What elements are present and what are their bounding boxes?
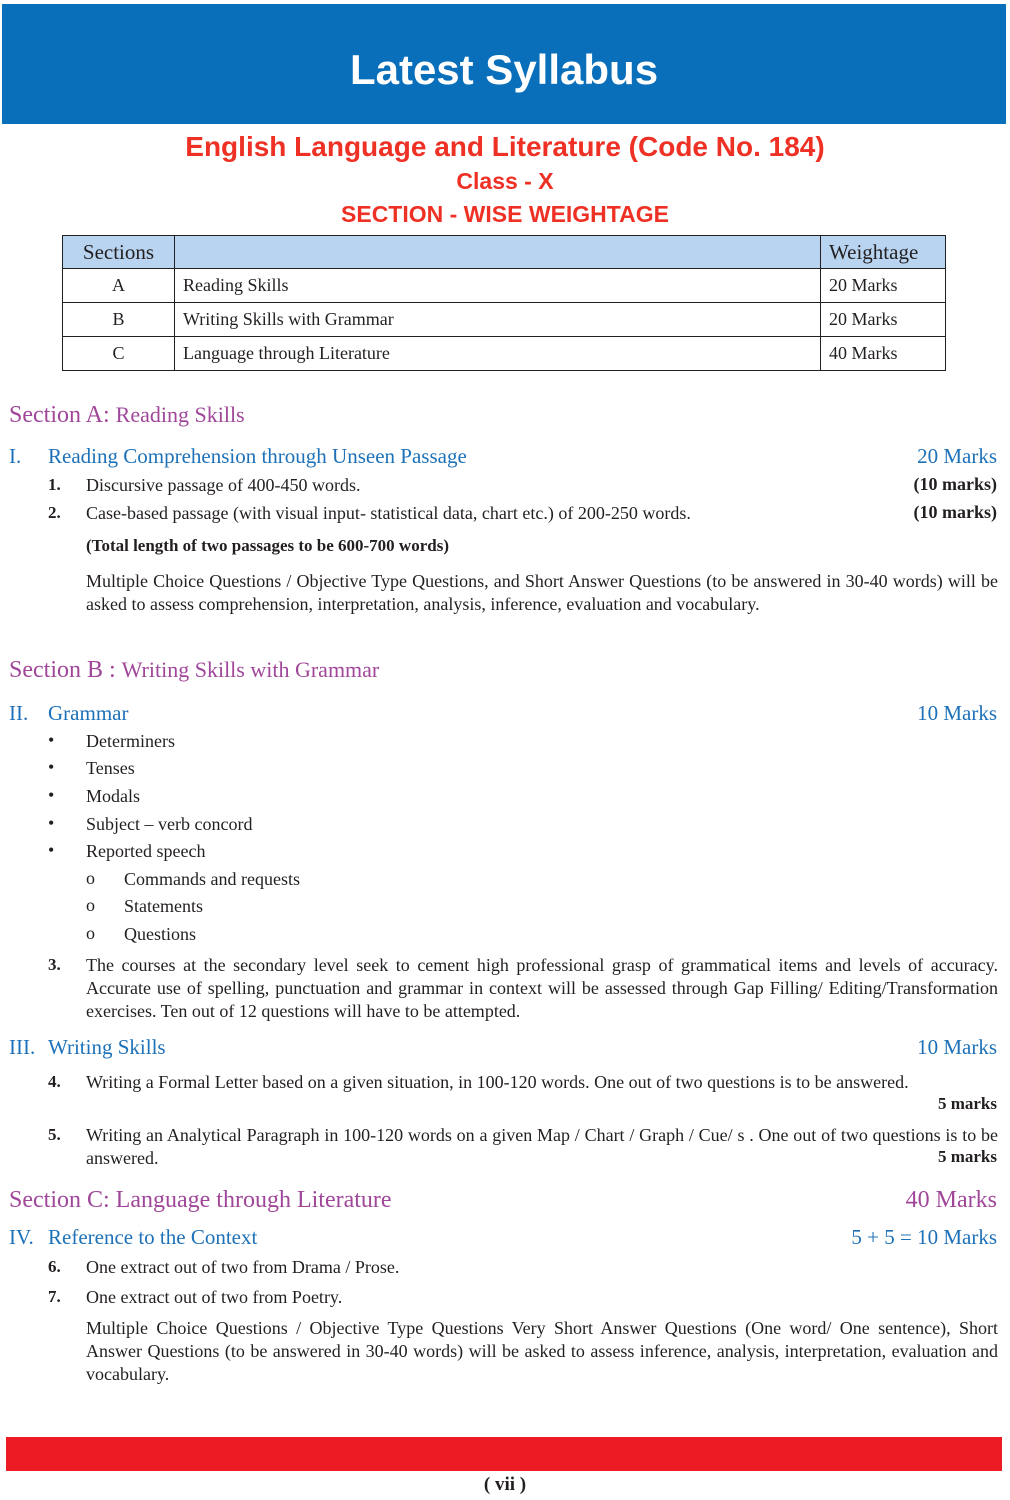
item-marks: 5 + 5 = 10 Marks	[851, 1225, 997, 1249]
bullet-icon: •	[48, 730, 55, 750]
section-b-label: Section B :	[9, 657, 116, 683]
item-title: Grammar	[48, 701, 129, 725]
subject-title: English Language and Literature (Code No. 184)	[185, 131, 825, 162]
point-text: Writing a Formal Letter based on a given situation, in 100-120 words. One out of two questions is to be answered.	[86, 1072, 909, 1092]
sub-list-item: Questions	[124, 924, 196, 944]
weightage-table	[62, 235, 946, 371]
point-text: Case-based passage (with visual input- statistical data, chart etc.) of 200-250 words.	[86, 503, 691, 523]
point-number: 3.	[48, 955, 61, 974]
sub-bullet-marker: o	[86, 895, 95, 915]
section-c-heading: Section C: Language through Literature	[9, 1187, 392, 1213]
table-header-cell: Sections	[63, 236, 175, 269]
table-cell: 20 Marks	[821, 269, 946, 303]
table-cell: 40 Marks	[821, 337, 946, 371]
item-number: II.	[9, 701, 29, 725]
sub-bullet-marker: o	[86, 868, 95, 888]
section-b-name: Writing Skills with Grammar	[121, 657, 380, 682]
point-marks: (10 marks)	[913, 502, 997, 522]
list-item: Tenses	[86, 758, 135, 778]
item-marks: 20 Marks	[917, 444, 997, 468]
point-text: Discursive passage of 400-450 words.	[86, 475, 361, 495]
list-item: Modals	[86, 786, 140, 806]
point-text: Writing an Analytical Paragraph in 100-120 words on a given Map / Chart / Graph / Cue/ s . One out of two questions is to be answered.	[86, 1125, 998, 1168]
point-marks: (10 marks)	[913, 474, 997, 494]
table-cell: Reading Skills	[175, 269, 821, 303]
passage-note: (Total length of two passages to be 600-700 words)	[86, 536, 449, 555]
item-number: I.	[9, 444, 22, 468]
point-number: 1.	[48, 475, 61, 494]
point-number: 4.	[48, 1072, 61, 1091]
list-item: Reported speech	[86, 841, 206, 861]
section-a-heading	[9, 402, 245, 429]
section-b-heading	[9, 657, 379, 684]
point-number: 5.	[48, 1125, 61, 1144]
sub-bullet-marker: o	[86, 923, 95, 943]
point-number: 6.	[48, 1257, 61, 1276]
point-number: 2.	[48, 503, 61, 522]
point-number: 7.	[48, 1287, 61, 1306]
class-label: Class - X	[456, 168, 554, 194]
section-a-description: Multiple Choice Questions / Objective Type Questions, and Short Answer Questions (to be answered in 30-40 words) will be asked to assess comprehension, interpretation, analysis, inference, evaluation and vocabulary.	[86, 571, 998, 614]
bullet-icon: •	[48, 757, 55, 777]
section-a-name: Reading Skills	[115, 402, 245, 427]
section-c-marks: 40 Marks	[905, 1187, 997, 1213]
point-text: The courses at the secondary level seek to cement high professional grasp of grammatical items and levels of accuracy. Accurate use of spelling, punctuation and grammar in context will be assessed through Gap Filling/ Editing/Transformation exercises. Ten out of 12 questions will have to be attempted.	[86, 955, 998, 1021]
item-number: III.	[9, 1035, 36, 1059]
table-header-row	[63, 236, 946, 269]
page-number: ( vii )	[483, 1474, 527, 1495]
item-title: Reading Comprehension through Unseen Passage	[48, 444, 467, 468]
point-marks: 5 marks	[937, 1094, 997, 1113]
list-item: Determiners	[86, 731, 175, 751]
page-title: Latest Syllabus	[349, 46, 659, 93]
item-title: Writing Skills	[48, 1035, 166, 1059]
footer-bar	[6, 1437, 1002, 1471]
point-marks: 5 marks	[937, 1147, 997, 1166]
bullet-icon: •	[48, 813, 55, 833]
table-row	[63, 303, 946, 337]
item-marks: 10 Marks	[917, 1035, 997, 1059]
table-cell: Writing Skills with Grammar	[175, 303, 821, 337]
section-c-description: Multiple Choice Questions / Objective Type Questions Very Short Answer Questions (One word/ One sentence), Short Answer Questions (to be answered in 30-40 words) will be asked to assess inference, analysis, interpretation, evaluation and vocabulary.	[86, 1318, 998, 1384]
table-cell: A	[63, 269, 175, 303]
table-row	[63, 269, 946, 303]
table-header-cell	[175, 236, 821, 269]
bullet-icon: •	[48, 785, 55, 805]
table-cell: 20 Marks	[821, 303, 946, 337]
table-header-cell: Weightage	[821, 236, 946, 269]
point-text: One extract out of two from Drama / Prose.	[86, 1257, 400, 1277]
point-text: One extract out of two from Poetry.	[86, 1287, 343, 1307]
item-marks: 10 Marks	[917, 701, 997, 725]
table-cell: C	[63, 337, 175, 371]
list-item: Subject – verb concord	[86, 814, 253, 834]
header-banner	[2, 4, 1006, 124]
section-a-label: Section A:	[9, 402, 110, 428]
bullet-icon: •	[48, 840, 55, 860]
sub-list-item: Commands and requests	[124, 869, 300, 889]
table-cell: Language through Literature	[175, 337, 821, 371]
item-number: IV.	[9, 1225, 34, 1249]
table-cell: B	[63, 303, 175, 337]
table-row	[63, 337, 946, 371]
item-title: Reference to the Context	[48, 1225, 258, 1249]
weightage-heading: SECTION - WISE WEIGHTAGE	[341, 201, 669, 227]
sub-list-item: Statements	[124, 896, 203, 916]
